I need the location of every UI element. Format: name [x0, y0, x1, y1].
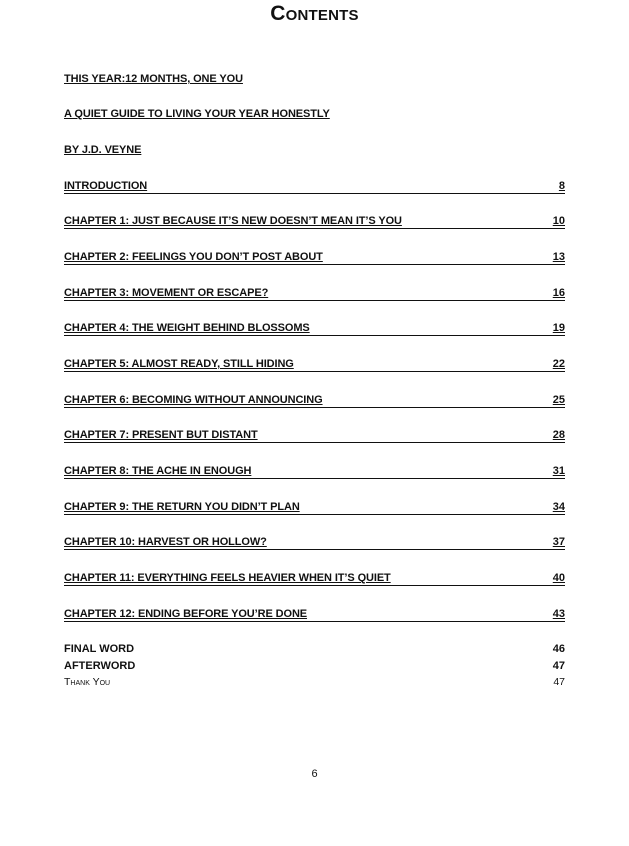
toc-entry-label: CHAPTER 3: MOVEMENT OR ESCAPE?	[64, 287, 269, 299]
leader-rule	[64, 228, 565, 229]
toc-entry-label: CHAPTER 1: JUST BECAUSE IT’S NEW DOESN’T MEAN IT’S YOU	[64, 215, 402, 227]
toc-entry-page: 28	[552, 429, 565, 441]
leader-rule	[64, 442, 565, 443]
toc-entry-label: INTRODUCTION	[64, 180, 148, 192]
leader-rule	[64, 300, 565, 301]
toc-entry-page: 22	[552, 358, 565, 370]
toc-entry-page: 47	[552, 660, 565, 672]
toc-entry-chapter-5[interactable]	[64, 358, 565, 372]
toc-entry-label: FINAL WORD	[64, 643, 135, 655]
toc-entry-page: 47	[553, 676, 565, 688]
toc-entry-label: CHAPTER 4: THE WEIGHT BEHIND BLOSSOMS	[64, 322, 310, 334]
toc-entry-label: CHAPTER 5: ALMOST READY, STILL HIDING	[64, 358, 294, 370]
toc-entry-chapter-11[interactable]	[64, 572, 565, 586]
toc-entry-thank-you[interactable]	[64, 676, 565, 690]
leader-rule	[64, 193, 565, 194]
leader-rule	[64, 549, 565, 550]
leader-rule	[64, 514, 565, 515]
book-subtitle-line: A QUIET GUIDE TO LIVING YOUR YEAR HONESTLY	[64, 108, 330, 120]
toc-entry-label: CHAPTER 8: THE ACHE IN ENOUGH	[64, 465, 252, 477]
toc-entry-page: 16	[552, 287, 565, 299]
toc-entry-label: CHAPTER 6: BECOMING WITHOUT ANNOUNCING	[64, 394, 323, 406]
page-number: 6	[311, 768, 318, 780]
toc-entry-page: 25	[552, 394, 565, 406]
toc-entry-introduction[interactable]	[64, 180, 565, 194]
toc-entry-label: Thank You	[64, 676, 111, 688]
book-author-line: BY J.D. VEYNE	[64, 144, 142, 156]
toc-entry-label: CHAPTER 10: HARVEST OR HOLLOW?	[64, 536, 267, 548]
toc-entry-label: CHAPTER 11: EVERYTHING FEELS HEAVIER WHEN IT’S QUIET	[64, 572, 391, 584]
toc-entry-chapter-1[interactable]	[64, 215, 565, 229]
toc-entry-page: 40	[552, 572, 565, 584]
toc-entry-label: AFTERWORD	[64, 660, 136, 672]
leader-rule	[64, 264, 565, 265]
leader-rule	[64, 585, 565, 586]
book-title-line: THIS YEAR:12 MONTHS, ONE YOU	[64, 73, 243, 85]
toc-entry-page: 43	[552, 608, 565, 620]
leader-rule	[64, 371, 565, 372]
toc-entry-page: 34	[552, 501, 565, 513]
toc-entry-afterword[interactable]	[64, 660, 565, 674]
toc-entry-chapter-4[interactable]	[64, 322, 565, 336]
toc-entry-label: CHAPTER 12: ENDING BEFORE YOU’RE DONE	[64, 608, 308, 620]
leader-rule	[64, 335, 565, 336]
toc-entry-page: 13	[552, 251, 565, 263]
toc-entry-page: 46	[552, 643, 565, 655]
toc-entry-page: 10	[552, 215, 565, 227]
toc-entry-page: 19	[552, 322, 565, 334]
toc-entry-chapter-6[interactable]	[64, 394, 565, 408]
leader-rule	[64, 621, 565, 622]
toc-entry-label: CHAPTER 7: PRESENT BUT DISTANT	[64, 429, 258, 441]
leader-rule	[64, 478, 565, 479]
toc-entry-chapter-12[interactable]	[64, 608, 565, 622]
toc-entry-chapter-8[interactable]	[64, 465, 565, 479]
toc-entry-final-word[interactable]	[64, 643, 565, 657]
toc-entry-chapter-7[interactable]	[64, 429, 565, 443]
toc-entry-page: 37	[552, 536, 565, 548]
toc-entry-label: CHAPTER 9: THE RETURN YOU DIDN’T PLAN	[64, 501, 300, 513]
toc-entry-label: CHAPTER 2: FEELINGS YOU DON’T POST ABOUT	[64, 251, 323, 263]
toc-entry-page: 8	[558, 180, 565, 192]
toc-entry-page: 31	[552, 465, 565, 477]
page-title: Contents	[270, 2, 359, 25]
toc-entry-chapter-2[interactable]	[64, 251, 565, 265]
toc-entry-chapter-3[interactable]	[64, 287, 565, 301]
toc-entry-chapter-9[interactable]	[64, 501, 565, 515]
toc-entry-chapter-10[interactable]	[64, 536, 565, 550]
leader-rule	[64, 407, 565, 408]
